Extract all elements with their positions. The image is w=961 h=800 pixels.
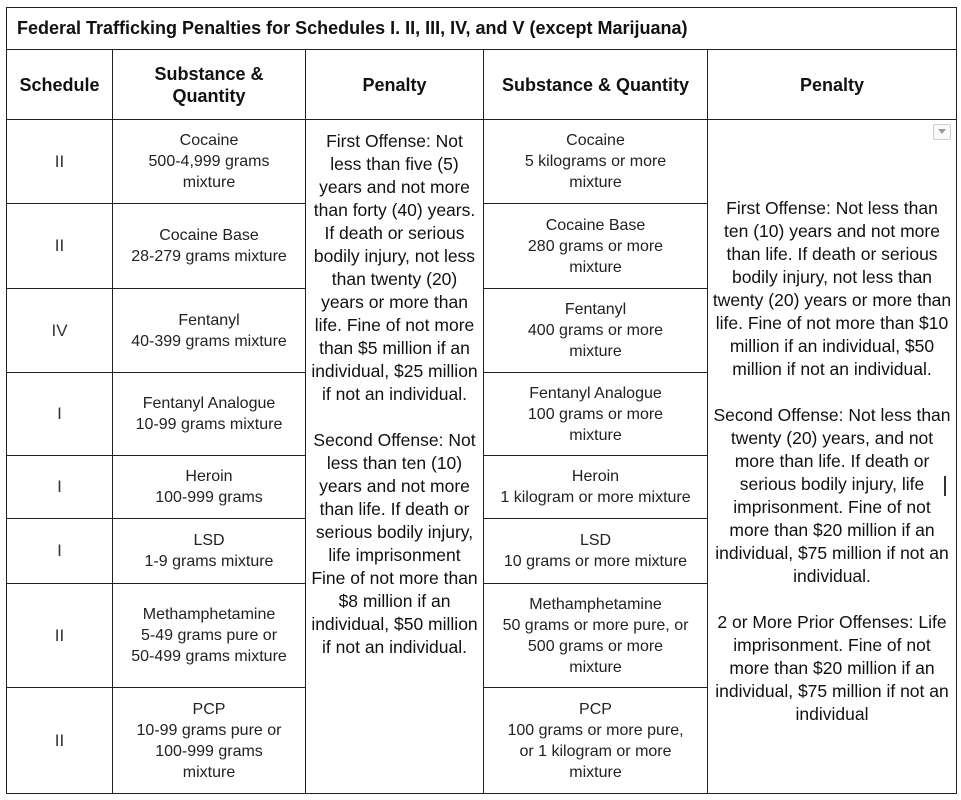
substance-quantity-cell (113, 688, 306, 794)
substance-line: PCP (579, 700, 612, 718)
penalties-table (6, 7, 957, 794)
penalty-cell-2 (708, 120, 957, 794)
substance-line: Heroin (185, 468, 233, 485)
substance-line: 280 grams or more (527, 237, 664, 255)
substance-line: 100 grams or more pure, (507, 721, 684, 739)
schedule-cell: I (7, 373, 113, 456)
substance-quantity-cell (484, 289, 708, 373)
schedule-cell: I (7, 519, 113, 584)
substance-line: 50 grams or more pure, or (502, 616, 689, 634)
substance-quantity-cell (113, 519, 306, 584)
substance-line: 500 grams or more (527, 637, 664, 655)
header-substance-quantity-2: Substance & Quantity (484, 50, 708, 120)
dropdown-arrow-icon[interactable] (933, 124, 951, 140)
substance-line: 100-999 grams (155, 742, 263, 760)
substance-line: 10 grams or more mixture (503, 553, 688, 570)
substance-line: mixture (569, 763, 622, 781)
penalty-paragraph: First Offense: Not less than five (5) years and not more than forty (40) years. If death or serious bodily injury, not less than twenty (20) years or more than life. Fine of not more than $5 million if an individual, $25 million if not an individual. (311, 131, 478, 404)
substance-line: 1-9 grams mixture (144, 553, 274, 570)
substance-line: mixture (569, 258, 622, 276)
substance-quantity-cell (484, 204, 708, 289)
substance-line: 10-99 grams pure or (136, 721, 282, 739)
substance-line: 100 grams or more (527, 405, 664, 423)
substance-line: 10-99 grams mixture (135, 416, 283, 433)
substance-line: Fentanyl Analogue (529, 384, 662, 402)
substance-quantity-cell (484, 120, 708, 204)
substance-line: mixture (569, 658, 622, 676)
substance-line: Fentanyl (178, 311, 240, 329)
substance-line: 40-399 grams mixture (131, 332, 287, 350)
substance-line: 5-49 grams pure or (140, 627, 278, 644)
substance-line: 100-999 grams (155, 489, 263, 506)
substance-quantity-cell (484, 688, 708, 794)
schedule-cell: II (7, 584, 113, 688)
substance-line: Methamphetamine (529, 595, 662, 613)
substance-line: Cocaine (566, 132, 625, 149)
substance-line: Heroin (571, 468, 620, 485)
schedule-cell: II (7, 120, 113, 204)
substance-line: Cocaine (179, 132, 239, 149)
substance-line: Cocaine Base (159, 227, 259, 244)
substance-line: mixture (182, 763, 236, 781)
header-schedule: Schedule (7, 50, 113, 120)
substance-line: or 1 kilogram or more (519, 742, 672, 760)
header-substance-quantity-1: Substance & Quantity (113, 50, 306, 120)
substance-line: 50-499 grams mixture (131, 648, 287, 665)
substance-line: PCP (192, 700, 226, 718)
substance-line: Fentanyl (564, 301, 627, 318)
substance-line: 1 kilogram or more mixture (500, 489, 691, 506)
text-cursor (944, 476, 946, 496)
substance-quantity-cell (113, 204, 306, 289)
substance-quantity-cell (484, 584, 708, 688)
substance-quantity-cell (113, 456, 306, 519)
penalty-paragraph: First Offense: Not less than ten (10) years and not more than life. If death or serious bodily injury, not less than twenty (20) years or more than life. Fine of not more than $10 million if an individual, $50 million if not an individual. (712, 198, 952, 379)
schedule-cell: IV (7, 289, 113, 373)
substance-line: 28-279 grams mixture (131, 248, 287, 265)
penalty-paragraph: Second Offense: Not less than twenty (20) years, and not more than life. If death or serious bodily injury, life imprisonment. Fine of not more than $20 million if an individual, $75 million if not an individual. (713, 405, 951, 586)
substance-line: LSD (579, 532, 612, 549)
substance-quantity-cell (113, 289, 306, 373)
substance-quantity-cell (484, 456, 708, 519)
penalty-paragraph: 2 or More Prior Offenses: Life imprisonment. Fine of not more than $20 million if an individual, $75 million if not an individual (715, 612, 949, 724)
header-penalty-1: Penalty (306, 50, 484, 120)
schedule-cell: II (7, 204, 113, 289)
substance-quantity-cell (113, 373, 306, 456)
substance-line: Cocaine Base (545, 216, 646, 234)
substance-line: mixture (569, 174, 622, 191)
penalty-cell-1 (306, 120, 484, 794)
substance-line: LSD (193, 532, 225, 549)
substance-line: mixture (569, 426, 622, 444)
substance-line: 5 kilograms or more (524, 153, 667, 170)
substance-line: 400 grams or more (527, 322, 664, 339)
substance-quantity-cell (484, 373, 708, 456)
substance-line: Fentanyl Analogue (142, 395, 276, 412)
penalty-paragraph: Second Offense: Not less than ten (10) years and not more than life. If death or serious bodily injury, life imprisonment Fine of not more than $8 million if an individual, $50 million if not an individual. (311, 430, 478, 657)
substance-line: mixture (569, 343, 622, 360)
substance-quantity-cell (113, 584, 306, 688)
substance-line: Methamphetamine (142, 606, 276, 623)
table-title: Federal Trafficking Penalties for Schedules I. II, III, IV, and V (except Marijuana) (7, 8, 957, 50)
table-row (7, 120, 957, 204)
substance-line: mixture (182, 174, 236, 191)
schedule-cell: II (7, 688, 113, 794)
substance-line: 500-4,999 grams (148, 153, 270, 170)
substance-quantity-cell (484, 519, 708, 584)
substance-quantity-cell (113, 120, 306, 204)
schedule-cell: I (7, 456, 113, 519)
header-penalty-2: Penalty (708, 50, 957, 120)
